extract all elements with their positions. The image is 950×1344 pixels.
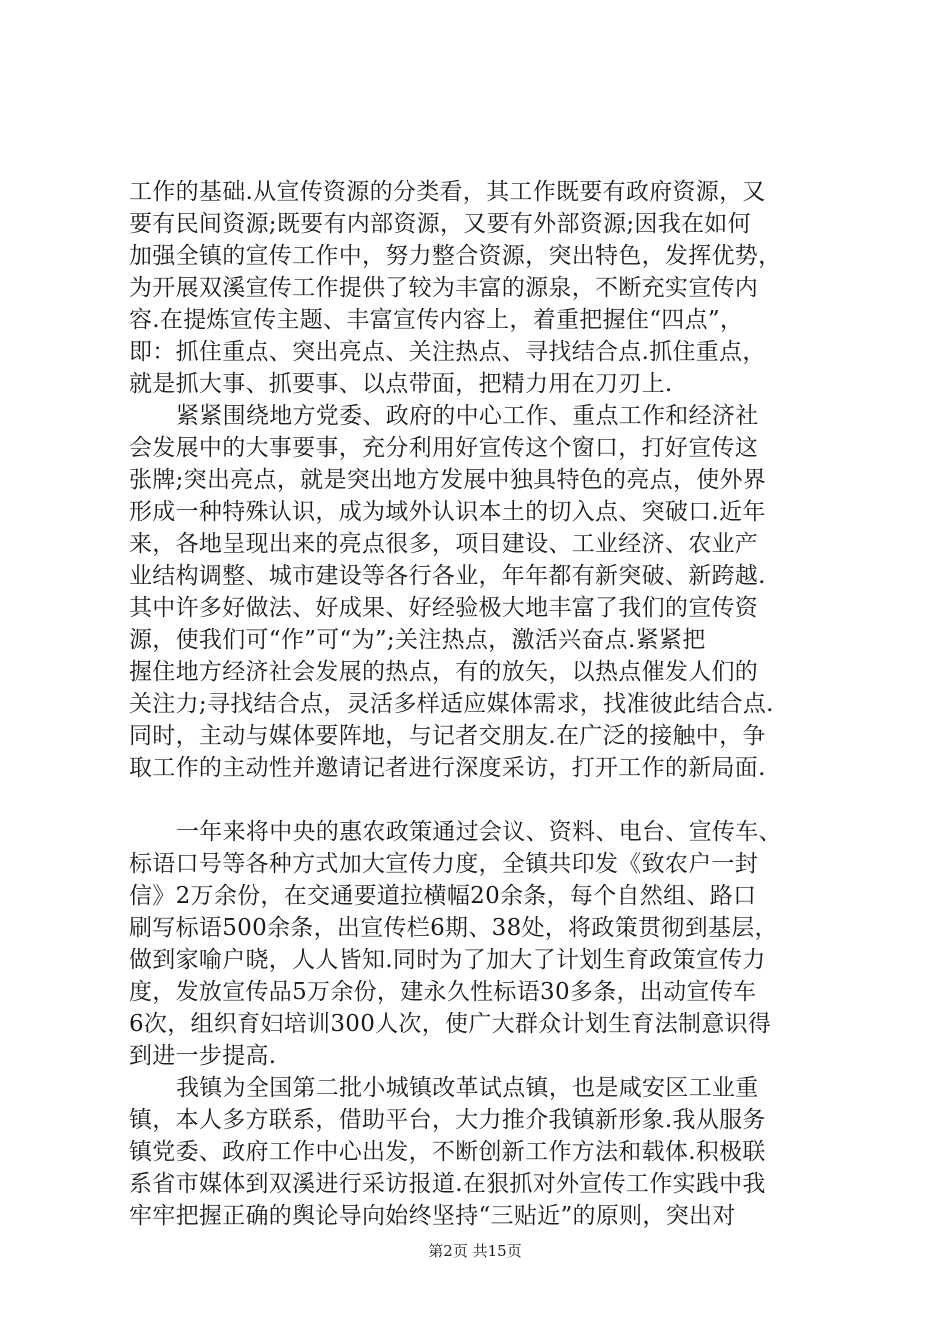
text-line: 牢牢把握正确的舆论导向始终坚持“三贴近”的原则，突出对 bbox=[129, 1203, 736, 1229]
text-line: 会发展中的大事要事，充分利用好宣传这个窗口，打好宣传这 bbox=[129, 435, 759, 461]
text-line: 业结构调整、城市建设等各行各业，年年都有新突破、新跨越. bbox=[129, 563, 766, 589]
text-line: 到进一步提高. bbox=[129, 1043, 277, 1069]
text-line: 做到家喻户晓，人人皆知.同时为了加大了计划生育政策宣传力 bbox=[129, 947, 766, 973]
text-line: 加强全镇的宣传工作中，努力整合资源，突出特色，发挥优势， bbox=[129, 243, 782, 269]
text-line: 同时，主动与媒体要阵地，与记者交朋友.在广泛的接触中，争 bbox=[129, 723, 766, 749]
text-line: 我镇为全国第二批小城镇改革试点镇，也是咸安区工业重 bbox=[176, 1075, 759, 1101]
text-line: 取工作的主动性并邀请记者进行深度采访，打开工作的新局面. bbox=[129, 755, 766, 781]
text-line: 容.在提炼宣传主题、丰富宣传内容上，着重把握住“四点”， bbox=[129, 307, 744, 333]
text-line: 镇，本人多方联系，借助平台，大力推介我镇新形象.我从服务 bbox=[129, 1107, 766, 1133]
text-line: 张牌;突出亮点，就是突出地方发展中独具特色的亮点，使外界 bbox=[129, 467, 767, 493]
paragraph bbox=[129, 176, 834, 400]
text-line: 信》2万余份，在交通要道拉横幅20余条，每个自然组、路口 bbox=[129, 883, 757, 909]
document-body bbox=[129, 176, 834, 1232]
paragraph bbox=[129, 816, 834, 1072]
text-line: 源，使我们可“作”可“为”;关注热点，激活兴奋点.紧紧把 bbox=[129, 627, 706, 653]
text-line: 关注力;寻找结合点，灵活多样适应媒体需求，找准彼此结合点. bbox=[129, 691, 774, 717]
text-line: 刷写标语500余条，出宣传栏6期、38处，将政策贯彻到基层， bbox=[129, 915, 778, 941]
text-line: 形成一种特殊认识，成为域外认识本土的切入点、突破口.近年 bbox=[129, 499, 766, 525]
text-line: 工作的基础.从宣传资源的分类看，其工作既要有政府资源，又 bbox=[129, 179, 766, 205]
text-line: 要有民间资源;既要有内部资源，又要有外部资源;因我在如何 bbox=[129, 211, 751, 237]
text-line: 6次，组织育妇培训300人次，使广大群众计划生育法制意识得 bbox=[129, 1011, 772, 1037]
text-line: 即：抓住重点、突出亮点、关注热点、寻找结合点.抓住重点， bbox=[129, 339, 766, 365]
page-number: 第2页 共15页 bbox=[428, 1242, 522, 1260]
paragraph bbox=[129, 1072, 834, 1232]
text-line: 其中许多好做法、好成果、好经验极大地丰富了我们的宣传资 bbox=[129, 595, 759, 621]
text-line: 系省市媒体到双溪进行采访报道.在狠抓对外宣传工作实践中我 bbox=[129, 1171, 766, 1197]
text-line: 就是抓大事、抓要事、以点带面，把精力用在刀刃上. bbox=[129, 371, 673, 397]
paragraph bbox=[129, 400, 834, 784]
text-line: 为开展双溪宣传工作提供了较为丰富的源泉，不断充实宣传内 bbox=[129, 275, 759, 301]
paragraph-spacer bbox=[129, 784, 834, 816]
text-line: 度，发放宣传品5万余份，建永久性标语30多条，出动宣传车 bbox=[129, 979, 757, 1005]
text-line: 一年来将中央的惠农政策通过会议、资料、电台、宣传车、 bbox=[176, 819, 782, 845]
text-line: 标语口号等各种方式加大宣传力度，全镇共印发《致农户一封 bbox=[129, 851, 759, 877]
text-line: 握住地方经济社会发展的热点，有的放矢，以热点催发人们的 bbox=[129, 659, 759, 685]
text-line: 来，各地呈现出来的亮点很多，项目建设、工业经济、农业产 bbox=[129, 531, 759, 557]
text-line: 镇党委、政府工作中心出发，不断创新工作方法和载体.积极联 bbox=[129, 1139, 766, 1165]
text-line: 紧紧围绕地方党委、政府的中心工作、重点工作和经济社 bbox=[176, 403, 759, 429]
